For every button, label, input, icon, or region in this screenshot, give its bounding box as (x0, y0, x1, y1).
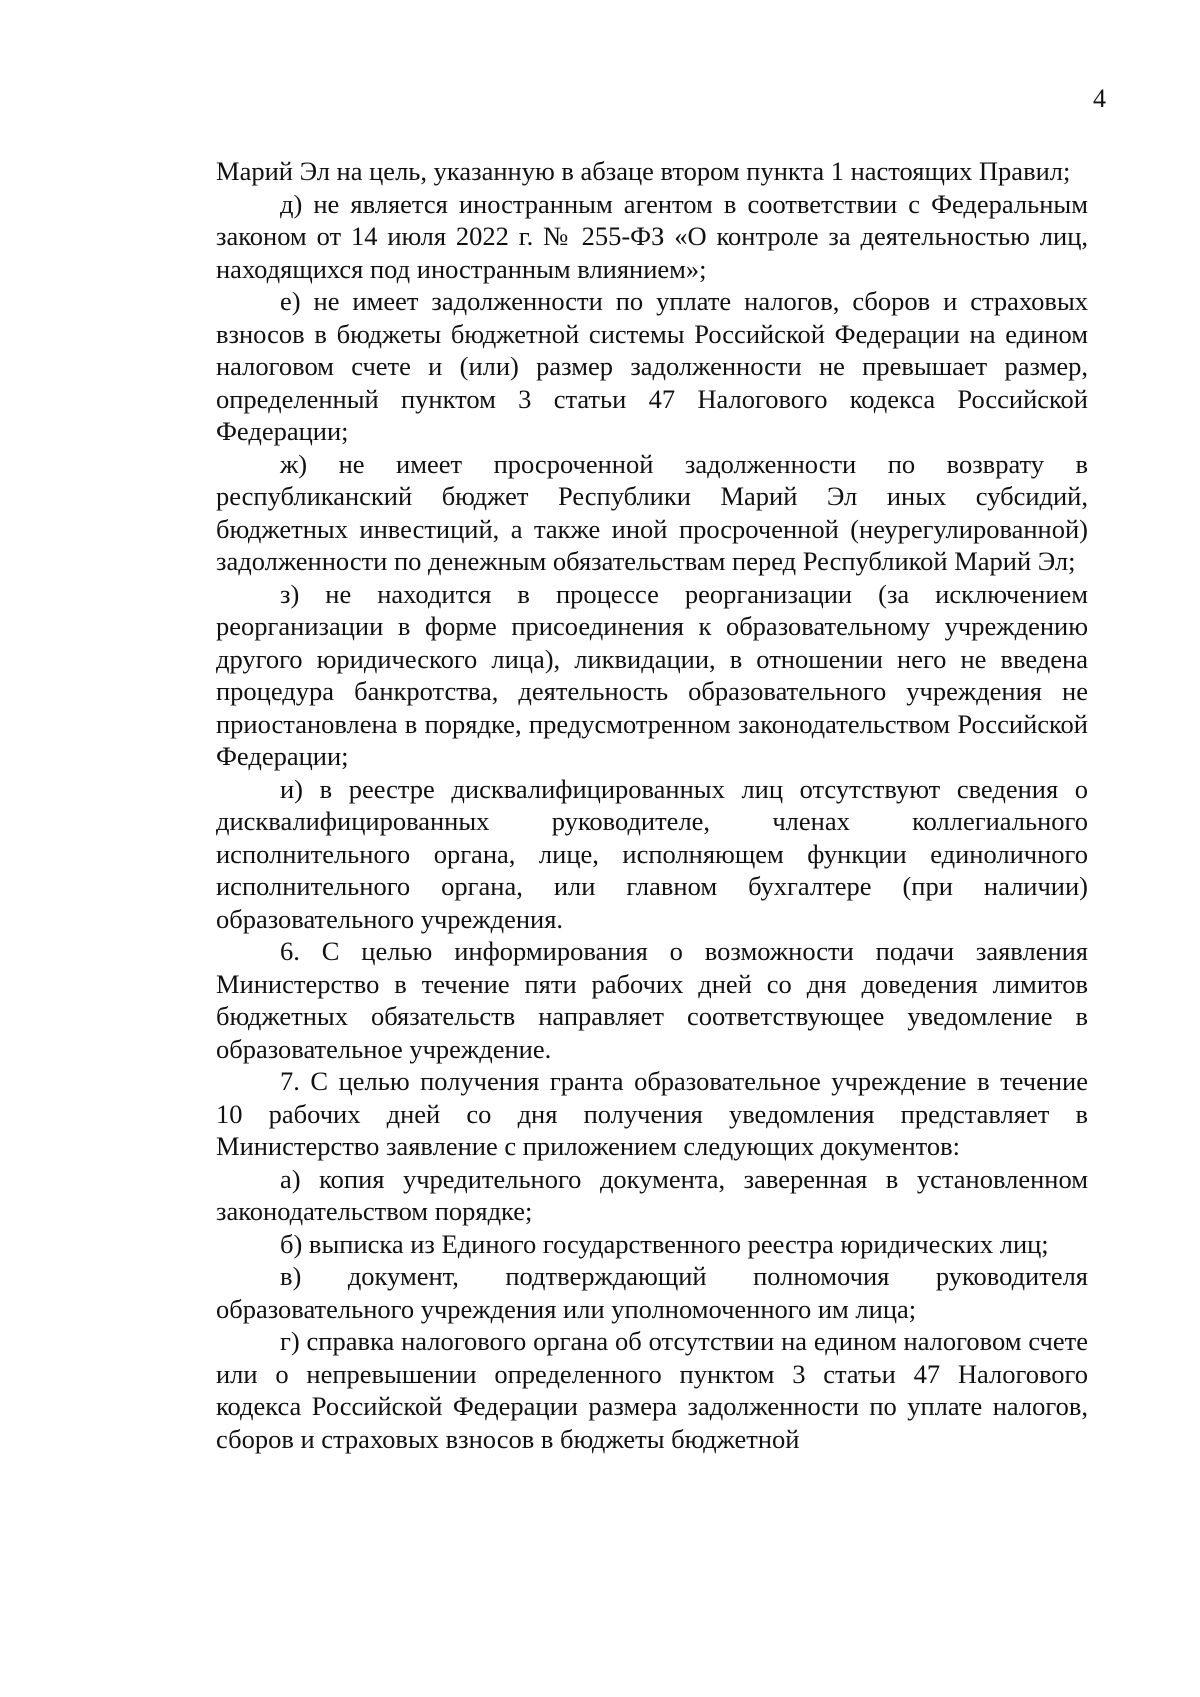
paragraph-continuation: Марий Эл на цель, указанную в абзаце втором пункта 1 настоящих Правил; (216, 156, 1071, 186)
paragraph-item-g: г) справка налогового органа об отсутствии на едином налоговом счете или о непревышении определенного пунктом 3 статьи 47 Налогового кодекса Российской Федерации размера задолженности по уплате налогов, сборов и страховых взносов в бюджеты бюджетной (216, 1326, 1088, 1454)
paragraph-item-b: б) выписка из Единого государственного реестра юридических лиц; (280, 1228, 1049, 1259)
paragraph-item-z: з) не находится в процессе реорганизации (за исключением реорганизации в форме присоединения к образовательному учреждению другого юридического лица), ликвидации, в отношении него не введена процедура банкротства, деятельность образовательного учреждения не приостановлена в порядке, предусмотренном законодательством Российской Федерации; (216, 578, 1088, 771)
paragraph-clause-6: 6. С целью информирования о возможности подачи заявления Министерство в течение пяти рабочих дней со дня доведения лимитов бюджетных обязательств направляет соответствующее уведомление в образовательное учреждение. (216, 936, 1088, 1064)
paragraph-item-e: е) не имеет задолженности по уплате налогов, сборов и страховых взносов в бюджеты бюджетной системы Российской Федерации на едином налоговом счете и (или) размер задолженности не превышает размер, определенный пунктом 3 статьи 47 Налогового кодекса Российской Федерации; (216, 286, 1088, 446)
paragraph-item-v: в) документ, подтверждающий полномочия руководителя образовательного учреждения или уполномоченного им лица; (216, 1261, 1088, 1324)
paragraph-item-a: а) копия учредительного документа, заверенная в установленном законодательством порядке; (216, 1163, 1088, 1226)
paragraph-item-i: и) в реестре дисквалифицированных лиц отсутствуют сведения о дисквалифицированных руководителе, членах коллегиального исполнительного органа, лице, исполняющем функции единоличного исполнительного органа, или главном бухгалтере (при наличии) образовательного учреждения. (216, 773, 1088, 934)
paragraph-item-zh: ж) не имеет просроченной задолженности по возврату в республиканский бюджет Республики Марий Эл иных субсидий, бюджетных инвестиций, а также иной просроченной (неурегулированной) задолженности по денежным обязательствам перед Республикой Марий Эл; (216, 448, 1088, 576)
paragraph-clause-7: 7. С целью получения гранта образовательное учреждение в течение 10 рабочих дней со дня получения уведомления представляет в Министерство заявление с приложением следующих документов: (216, 1066, 1088, 1161)
paragraph-item-d: д) не является иностранным агентом в соответствии с Федеральным законом от 14 июля 2022 г. № 255-ФЗ «О контроле за деятельностью лиц, находящихся под иностранным влиянием»; (216, 188, 1088, 284)
document-body (216, 155, 1088, 1455)
page-number: 4 (1093, 84, 1106, 113)
